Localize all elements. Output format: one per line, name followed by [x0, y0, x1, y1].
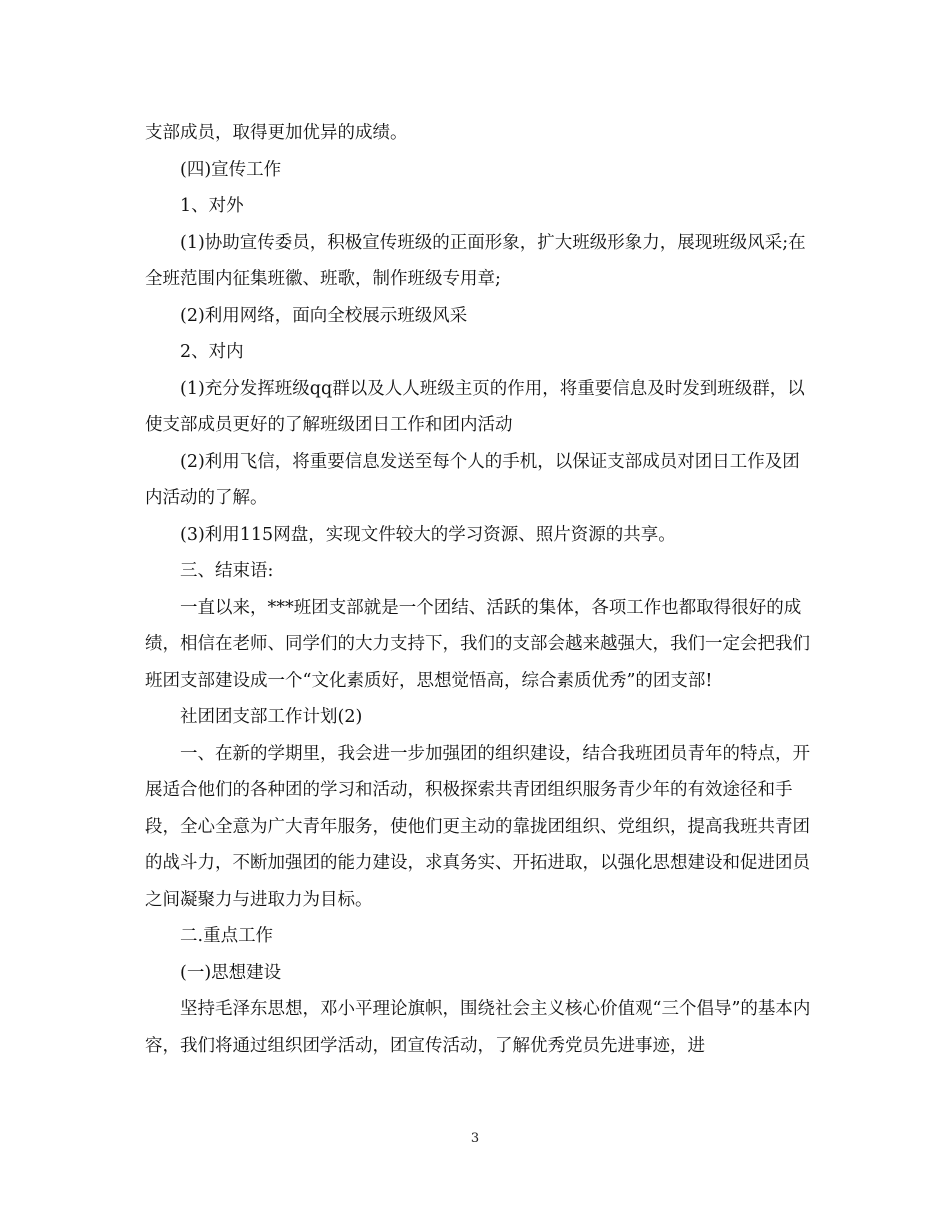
- paragraph: 支部成员，取得更加优异的成绩。: [145, 123, 408, 143]
- paragraph: (1)协助宣传委员，积极宣传班级的正面形象，扩大班级形象力，展现班级风采;在全班范围内征集班徽、班歌，制作班级专用章;: [145, 232, 806, 289]
- paragraph: 一、在新的学期里，我会进一步加强团的组织建设，结合我班团员青年的特点，开展适合他们的各种团的学习和活动，积极探索共青团组织服务青少年的有效途径和手段，全心全意为广大青年服务，使他们更主动的靠拢团组织、党组织，提高我班共青团的战斗力，不断加强团的能力建设，求真务实、开拓进取，以强化思想建设和促进团员之间凝聚力与进取力为目标。: [145, 743, 810, 910]
- paragraph: 一直以来，***班团支部就是一个团结、活跃的集体，各项工作也都取得很好的成绩，相信在老师、同学们的大力支持下，我们的支部会越来越强大，我们一定会把我们班团支部建设成一个“文化素质好，思想觉悟高，综合素质优秀”的团支部!: [145, 597, 810, 691]
- paragraph: 坚持毛泽东思想，邓小平理论旗帜，围绕社会主义核心价值观“三个倡导”的基本内容，我们将通过组织团学活动，团宣传活动，了解优秀党员先进事迹，进: [145, 999, 811, 1056]
- section-heading: 三、结束语:: [180, 561, 274, 581]
- subsection-heading: 1、对外: [180, 196, 244, 216]
- document-body: [145, 115, 815, 1064]
- paragraph: (1)充分发挥班级qq群以及人人班级主页的作用，将重要信息及时发到班级群，以使支部成员更好的了解班级团日工作和团内活动: [145, 378, 805, 435]
- subsection-heading: (一)思想建设: [180, 962, 282, 983]
- paragraph: (2)利用飞信，将重要信息发送至每个人的手机，以保证支部成员对团日工作及团内活动的了解。: [145, 451, 800, 508]
- subsection-heading: 2、对内: [180, 342, 244, 362]
- section-heading: 二.重点工作: [180, 926, 274, 946]
- paragraph: (3)利用115网盘，实现文件较大的学习资源、照片资源的共享。: [180, 524, 676, 545]
- paragraph: (2)利用网络，面向全校展示班级风采: [180, 305, 468, 326]
- document-subtitle: 社团团支部工作计划(2): [180, 707, 363, 727]
- section-heading: (四)宣传工作: [180, 159, 282, 180]
- page-number: 3: [470, 1131, 480, 1146]
